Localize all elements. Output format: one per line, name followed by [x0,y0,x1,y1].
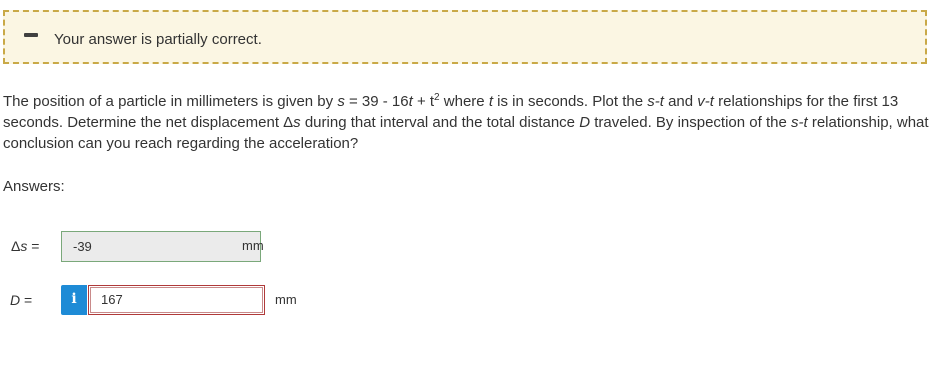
feedback-message: Your answer is partially correct. [54,31,262,48]
distance-d-unit: mm [275,292,297,307]
distance-d-answer-field[interactable] [88,285,265,315]
delta-s-answer-field[interactable] [61,231,261,262]
minus-icon [24,33,38,37]
distance-d-label: D = [10,292,33,308]
question-text: The position of a particle in millimeters is given by $s = 39 - 16t + t^2$ where t is in seconds. Plot the s-t and v-t relationships for the first 13 seconds. Determine the net displacement Δs during that interval and the total distance D traveled. By inspection of the s-t relationship, what conclusion can you reach regarding the acceleration? [3,92,929,152]
delta-s-value: -39 [73,239,92,254]
distance-d-value: 167 [101,292,123,307]
delta-s-unit: mm [242,238,264,253]
info-icon[interactable]: i [61,285,87,315]
feedback-banner [3,10,927,64]
answers-heading: Answers: [3,178,65,195]
delta-s-label: Δs = [11,238,40,254]
